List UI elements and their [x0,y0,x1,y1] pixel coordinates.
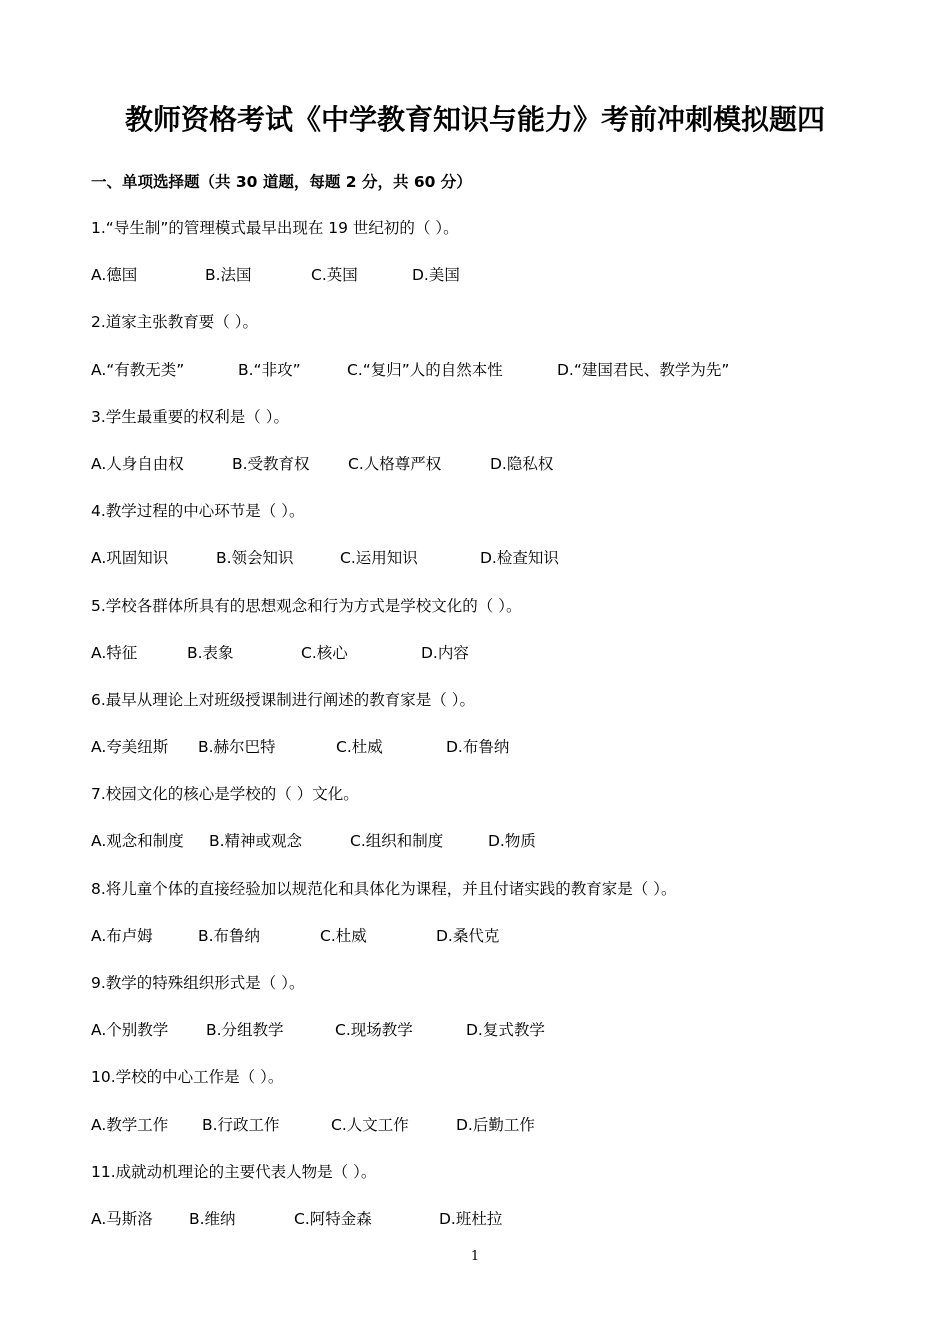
question-list [91,217,891,1255]
question-stem: 10.学校的中心工作是（ ）。 [91,1068,284,1087]
question-stem: 3.学生最重要的权利是（ ）。 [91,407,289,426]
option-d: D.后勤工作 [456,1115,535,1134]
option-a: A.德国 [91,266,138,285]
option-a: A.个别教学 [91,1021,169,1040]
options-row [91,547,891,594]
option-a: A.特征 [91,643,138,662]
option-b: B.行政工作 [202,1115,280,1134]
options-row [91,1019,891,1066]
question-stem: 1.“导生制”的管理模式最早出现在 19 世纪初的（ ）。 [91,219,459,237]
option-a: A.巩固知识 [91,549,169,568]
options-row [91,830,891,877]
option-c: C.“复归”人的自然本性 [347,360,503,379]
question-stem: 8.将儿童个体的直接经验加以规范化和具体化为课程，并且付诸实践的教育家是（ ）。 [91,879,677,898]
options-row [91,1114,891,1161]
page-number: 1 [470,1249,480,1264]
option-b: B.赫尔巴特 [198,738,276,757]
option-b: B.法国 [205,266,252,285]
option-c: C.组织和制度 [350,832,444,851]
option-b: B.精神或观念 [209,832,303,851]
question-stem: 5.学校各群体所具有的思想观念和行为方式是学校文化的（ ）。 [91,596,522,615]
options-row [91,925,891,972]
option-c: C.人文工作 [331,1115,409,1134]
section-heading: 一、单项选择题（共 30 道题，每题 2 分，共 60 分） [91,173,472,191]
option-b: B.表象 [187,643,234,662]
option-d: D.班杜拉 [439,1209,503,1228]
options-row [91,642,891,689]
option-c: C.核心 [301,643,348,662]
option-a: A.“有教无类” [91,360,185,379]
option-c: C.杜威 [320,926,367,945]
question-stem: 9.教学的特殊组织形式是（ ）。 [91,974,305,992]
option-d: D.物质 [488,832,536,851]
option-b: B.布鲁纳 [198,926,261,945]
option-d: D.“建国君民、教学为先” [557,360,730,379]
options-row [91,359,891,406]
option-b: B.受教育权 [232,454,310,473]
option-c: C.现场教学 [335,1021,413,1040]
question-stem: 7.校园文化的核心是学校的（ ）文化。 [91,785,359,804]
options-row [91,736,891,783]
option-c: C.运用知识 [340,549,418,568]
option-d: D.桑代克 [436,926,500,945]
option-d: D.隐私权 [490,454,554,473]
option-c: C.英国 [311,266,358,285]
option-b: B.分组教学 [206,1021,284,1040]
option-a: A.布卢姆 [91,926,153,945]
option-a: A.教学工作 [91,1115,169,1134]
option-a: A.人身自由权 [91,454,184,473]
option-a: A.马斯洛 [91,1209,153,1228]
option-d: D.美国 [412,266,460,285]
option-b: B.领会知识 [216,549,294,568]
question-stem: 11.成就动机理论的主要代表人物是（ ）。 [91,1162,377,1181]
question-stem: 6.最早从理论上对班级授课制进行阐述的教育家是（ ）。 [91,690,475,709]
options-row [91,453,891,500]
options-row [91,264,891,311]
question-stem: 2.道家主张教育要（ ）。 [91,313,258,332]
option-d: D.复式教学 [466,1021,545,1040]
option-b: B.“非攻” [238,360,301,379]
option-d: D.检查知识 [480,549,559,568]
option-a: A.观念和制度 [91,832,184,851]
option-c: C.杜威 [336,738,383,757]
option-a: A.夸美纽斯 [91,738,169,757]
option-c: C.人格尊严权 [348,454,442,473]
option-c: C.阿特金森 [294,1209,372,1228]
option-d: D.布鲁纳 [446,738,510,757]
option-d: D.内容 [421,643,469,662]
option-b: B.维纳 [189,1209,236,1228]
document-title: 教师资格考试《中学教育知识与能力》考前冲刺模拟题四 [124,103,825,136]
question-stem: 4.教学过程的中心环节是（ ）。 [91,502,305,521]
